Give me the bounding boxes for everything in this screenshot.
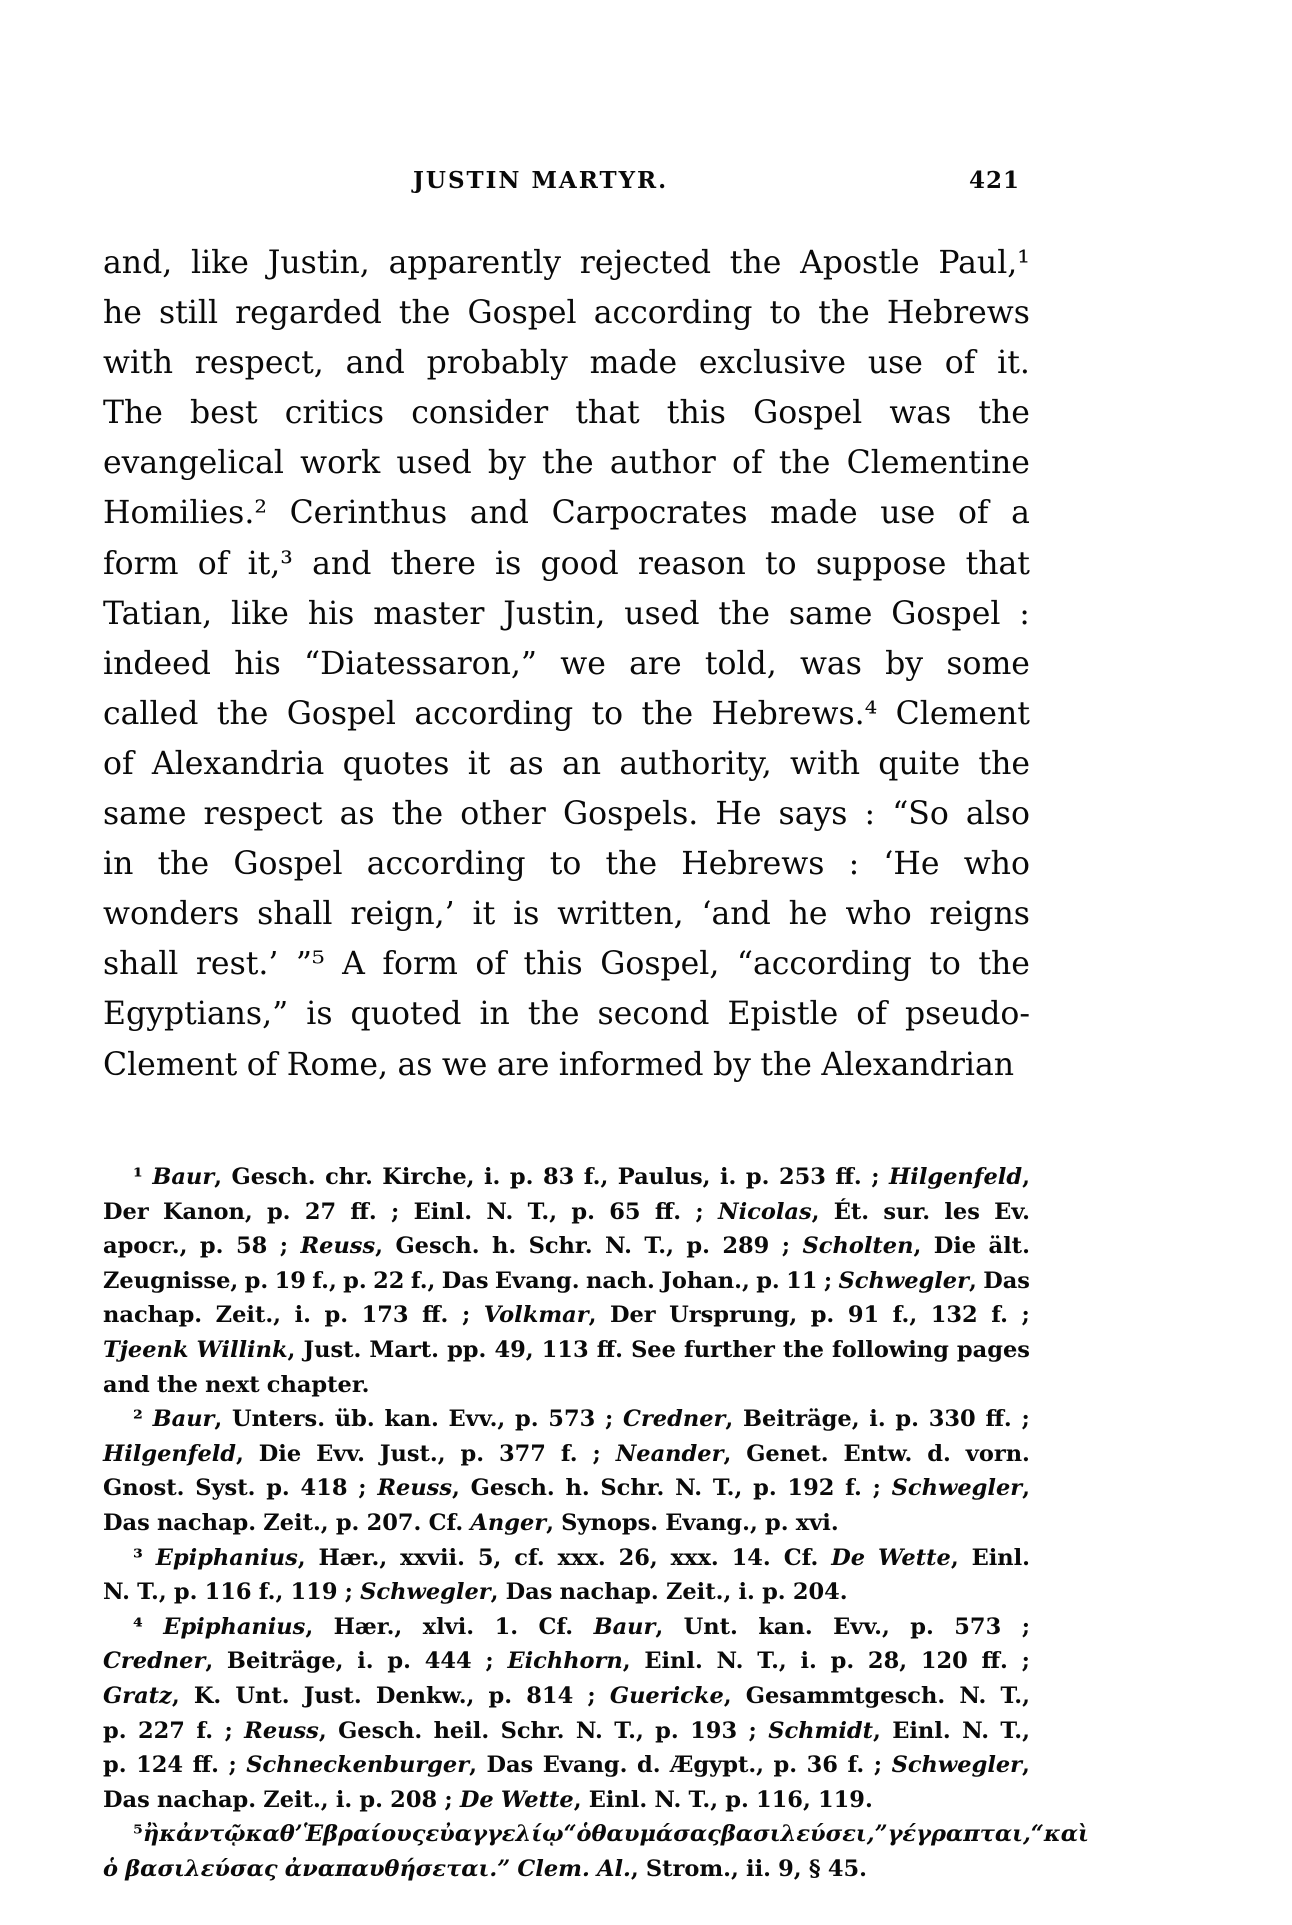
body-line: of Alexandria quotes it as an authority, with quite the xyxy=(103,745,1030,782)
running-title: JUSTIN MARTYR. xyxy=(413,167,669,194)
body-line: same respect as the other Gospels. He says : “So also xyxy=(103,796,1030,833)
footnote-line: Credner, Beiträge, i. p. 444 ; Eichhorn, Einl. N. T., i. p. 28, 120 ff. ; xyxy=(103,1648,1030,1675)
page-number: 421 xyxy=(968,167,1020,194)
footnote-line: p. 124 ff. ; Schneckenburger, Das Evang. d. Ægypt., p. 36 f. ; Schwegler, xyxy=(103,1752,1030,1779)
body-line: indeed his “Diatessaron,” we are told, was by some xyxy=(103,645,1030,682)
footnote-line: Hilgenfeld, Die Evv. Just., p. 377 f. ; Neander, Genet. Entw. d. vorn. xyxy=(103,1440,1030,1467)
body-line: Egyptians,” is quoted in the second Epistle of pseudo- xyxy=(103,996,1030,1033)
footnote-line: Das nachap. Zeit., p. 207. Cf. Anger, Synops. Evang., p. xvi. xyxy=(103,1509,839,1536)
footnote-line: nachap. Zeit., i. p. 173 ff. ; Volkmar, Der Ursprung, p. 91 f., 132 f. ; xyxy=(103,1302,1030,1329)
footnote-line: Gnost. Syst. p. 418 ; Reuss, Gesch. h. Schr. N. T., p. 192 f. ; Schwegler, xyxy=(103,1475,1030,1502)
body-line: with respect, and probably made exclusive use of it. xyxy=(103,345,1030,382)
body-line: Tatian, like his master Justin, used the same Gospel : xyxy=(103,595,1030,632)
footnote-line: ³ Epiphanius, Hær., xxvii. 5, cf. xxx. 26, xxx. 14. Cf. De Wette, Einl. xyxy=(133,1544,1030,1571)
body-line: form of it,³ and there is good reason to suppose that xyxy=(103,545,1030,582)
footnote-3 xyxy=(103,1541,1030,1610)
footnote-line: p. 227 f. ; Reuss, Gesch. heil. Schr. N. T., p. 193 ; Schmidt, Einl. N. T., xyxy=(103,1717,1030,1744)
footnote-4 xyxy=(103,1610,1030,1818)
body-line: shall rest.’ ”⁵ A form of this Gospel, “according to the xyxy=(103,946,1030,983)
body-line: Clement of Rome, as we are informed by the Alexandrian xyxy=(103,1046,1015,1083)
footnote-5 xyxy=(103,1817,1089,1886)
footnote-1 xyxy=(103,1160,1030,1402)
footnote-line: apocr., p. 58 ; Reuss, Gesch. h. Schr. N. T., p. 289 ; Scholten, Die ält. xyxy=(103,1233,1030,1260)
body-line: and, like Justin, apparently rejected the Apostle Paul,¹ xyxy=(103,245,1030,281)
footnote-line: and the next chapter. xyxy=(103,1371,370,1398)
body-line: called the Gospel according to the Hebrews.⁴ Clement xyxy=(103,695,1030,732)
footnote-line: Zeugnisse, p. 19 f., p. 22 f., Das Evang. nach. Johan., p. 11 ; Schwegler, Das xyxy=(103,1267,1030,1294)
body-line: Homilies.² Cerinthus and Carpocrates made use of a xyxy=(103,495,1030,532)
footnote-line: ὁ βασιλεύσας ἀναπαυθήσεται.” Clem. Al., Strom., ii. 9, § 45. xyxy=(103,1855,867,1882)
footnote-line: ⁴ Epiphanius, Hær., xlvi. 1. Cf. Baur, Unt. kan. Evv., p. 573 ; xyxy=(133,1613,1030,1640)
footnote-2 xyxy=(103,1402,1030,1540)
body-line: evangelical work used by the author of the Clementine xyxy=(103,445,1030,482)
running-head xyxy=(103,163,1030,203)
body-line: wonders shall reign,’ it is written, ‘and he who reigns xyxy=(103,896,1030,933)
footnotes xyxy=(103,1160,1089,1886)
body-line: in the Gospel according to the Hebrews : ‘He who xyxy=(103,846,1030,883)
footnote-line: Das nachap. Zeit., i. p. 208 ; De Wette, Einl. N. T., p. 116, 119. xyxy=(103,1786,873,1813)
footnote-line: ⁵ ἢ κἀν τῷ καθ’ Ἑβραίους εὐαγγελίῳ “ὁ θαυμάσας βασιλεύσει,” γέγραπται, “ καὶ xyxy=(133,1821,1089,1848)
body-line: he still regarded the Gospel according to the Hebrews xyxy=(103,295,1030,332)
footnote-line: ¹ Baur, Gesch. chr. Kirche, i. p. 83 f., Paulus, i. p. 253 ff. ; Hilgenfeld, xyxy=(133,1164,1030,1190)
footnote-line: Tjeenk Willink, Just. Mart. pp. 49, 113 ff. See further the following pages xyxy=(103,1336,1030,1363)
footnote-line: Der Kanon, p. 27 ff. ; Einl. N. T., p. 65 ff. ; Nicolas, Ét. sur. les Ev. xyxy=(103,1198,1030,1225)
body-line: The best critics consider that this Gospel was the xyxy=(103,395,1030,432)
body-text xyxy=(103,238,1030,1090)
footnote-line: Gratz, K. Unt. Just. Denkw., p. 814 ; Guericke, Gesammtgesch. N. T., xyxy=(103,1682,1030,1709)
footnote-line: ² Baur, Unters. üb. kan. Evv., p. 573 ; Credner, Beiträge, i. p. 330 ff. ; xyxy=(133,1406,1030,1433)
footnote-line: N. T., p. 116 f., 119 ; Schwegler, Das nachap. Zeit., i. p. 204. xyxy=(103,1579,848,1606)
